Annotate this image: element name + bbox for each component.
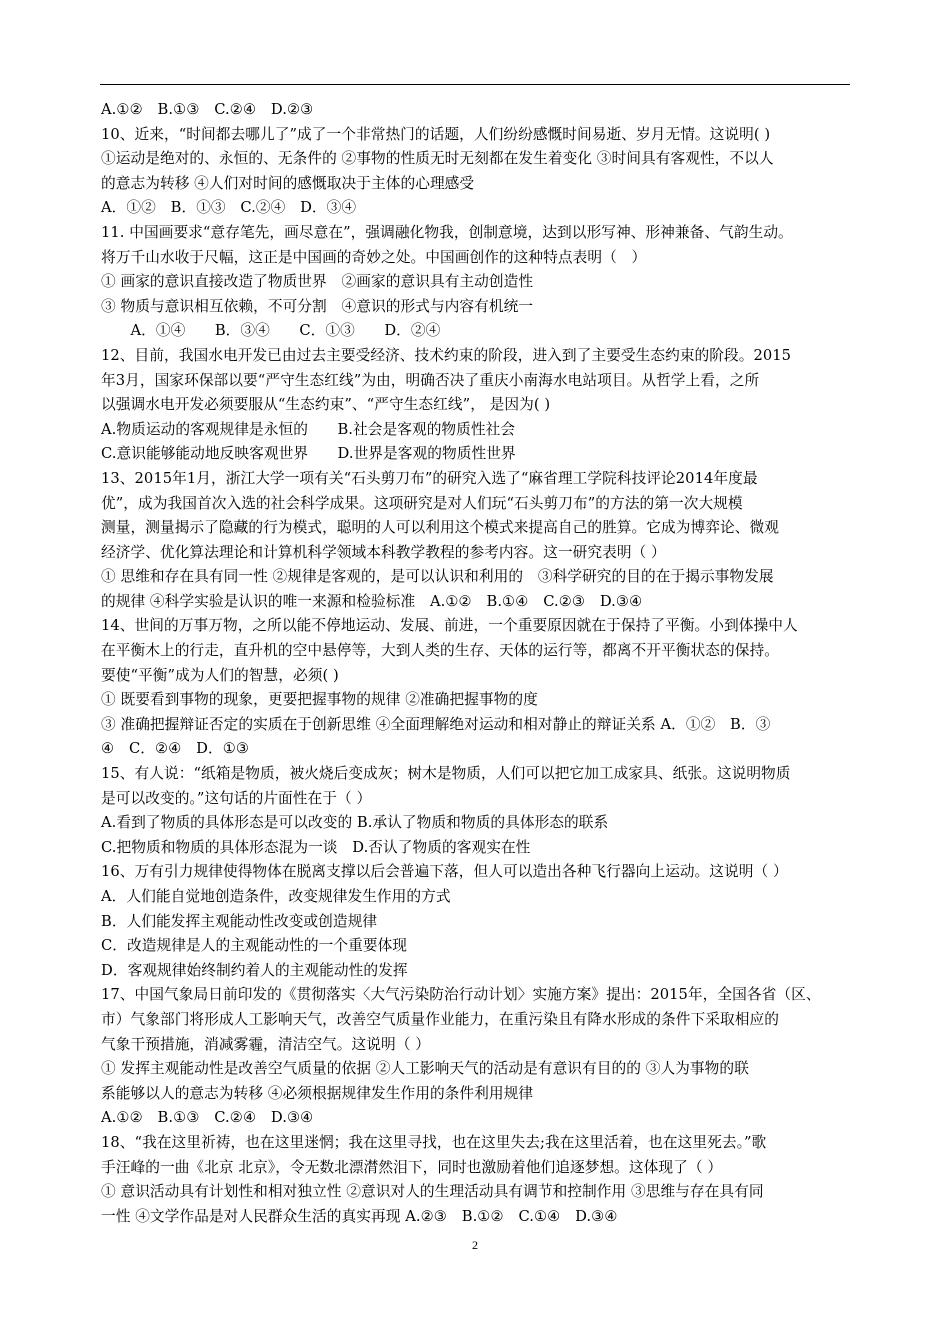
text-line: 以强调水电开发必须要服从“生态约束”、“严守生态红线”， 是因为( ): [101, 396, 551, 414]
header-rule: [100, 84, 850, 85]
text-line: 18、“我在这里祈祷，也在这里迷惘；我在这里寻找，也在这里失去;我在这里活着，也在这里死去。”歌: [101, 1133, 767, 1151]
text-line: D．客观规律始终制约着人的主观能动性的发挥: [101, 961, 408, 979]
text-line: 气象干预措施，消减雾霾，清洁空气。这说明（ ）: [101, 1035, 430, 1053]
text-line: A.①② B.①③ C.②④ D.②③: [101, 101, 314, 118]
text-line: ④ C．②④ D．①③: [101, 740, 250, 758]
text-line: C．改造规律是人的主观能动性的一个重要体现: [101, 937, 408, 955]
document-body: [101, 98, 853, 1229]
text-line: A.看到了物质的具体形态是可以改变的 B.承认了物质和物质的具体形态的联系: [101, 814, 609, 832]
text-line: 手汪峰的一曲《北京 北京》，令无数北漂潸然泪下，同时也激励着他们追逐梦想。这体现了（ ）: [101, 1158, 723, 1176]
text-line: C.把物质和物质的具体形态混为一谈 D.否认了物质的客观实在性: [101, 838, 531, 856]
text-line: 11. 中国画要求“意存笔先，画尽意在”，强调融化物我，创制意境，达到以形写神、形神兼备、气韵生动。: [101, 223, 793, 241]
text-line: A.物质运动的客观规律是永恒的 B.社会是客观的物质性社会: [101, 420, 516, 438]
text-line: 经济学、优化算法理论和计算机科学领域本科教学教程的参考内容。这一研究表明（ ）: [101, 543, 666, 561]
text-line: ① 意识活动具有计划性和相对独立性 ②意识对人的生理活动具有调节和控制作用 ③思维与存在具有同: [101, 1183, 764, 1201]
text-line: 12、目前，我国水电开发已由过去主要受经济、技术约束的阶段，进入到了主要受生态约束的阶段。2015: [101, 346, 792, 364]
text-line: 一性 ④文学作品是对人民群众生活的真实再现 A.②③ B.①② C.①④ D.③④: [101, 1207, 618, 1225]
text-line: 14、世间的万事万物，之所以能不停地运动、发展、前进，一个重要原因就在于保持了平衡。小到体操中人: [101, 617, 798, 635]
text-line: 年3月，国家环保部以要“严守生态红线”为由，明确否决了重庆小南海水电站项目。从哲学上看，之所: [101, 371, 760, 389]
text-line: 17、中国气象局日前印发的《贯彻落实〈大气污染防治行动计划〉实施方案》提出：2015年，全国各省（区、: [101, 986, 821, 1004]
text-line: 要使“平衡”成为人们的智慧，必须( ): [101, 666, 339, 684]
text-line: 测量，测量揭示了隐藏的行为模式，聪明的人可以利用这个模式来提高自己的胜算。它成为博弈论、微观: [101, 519, 779, 537]
text-line: 优”，成为我国首次入选的社会科学成果。这项研究是对人们玩“石头剪刀布”的方法的第一次大规模: [101, 494, 743, 512]
text-line: 将万千山水收于尺幅，这正是中国画的奇妙之处。中国画创作的这种特点表明（ ）: [101, 248, 647, 266]
text-line: ③ 准确把握辩证否定的实质在于创新思维 ④全面理解绝对运动和相对静止的辩证关系 A．①② B．③: [101, 715, 771, 733]
text-line: ①运动是绝对的、永恒的、无条件的 ②事物的性质无时无刻都在发生着变化 ③时间具有客观性，不以人: [101, 150, 774, 168]
text-line: ① 画家的意识直接改造了物质世界 ②画家的意识具有主动创造性: [101, 273, 534, 291]
text-line: ① 发挥主观能动性是改善空气质量的依据 ②人工影响天气的活动是有意识有目的的 ③人为事物的联: [101, 1060, 749, 1078]
text-line: 15、有人说：“纸箱是物质，被火烧后变成灰；树木是物质，人们可以把它加工成家具、纸张。这说明物质: [101, 765, 791, 783]
text-line: C.意识能够能动地反映客观世界 D.世界是客观的物质性世界: [101, 445, 516, 463]
text-line: A.①② B.①③ C.②④ D.③④: [101, 1109, 314, 1127]
text-line: 13、2015年1月，浙江大学一项有关“石头剪刀布”的研究入选了“麻省理工学院科技评论2014年度最: [101, 469, 758, 487]
text-line: A．①② B．①③ C.②④ D．③④: [101, 199, 357, 217]
text-line: A．人们能自觉地创造条件，改变规律发生作用的方式: [101, 888, 451, 905]
text-line: 系能够以人的意志为转移 ④必须根据规律发生作用的条件利用规律: [101, 1084, 534, 1102]
text-line: 的意志为转移 ④人们对时间的感慨取决于主体的心理感受: [101, 174, 475, 192]
text-line: A．①④ B．③④ C．①③ D．②④: [101, 322, 441, 340]
text-line: 是可以改变的。”这句话的片面性在于（ ）: [101, 789, 372, 807]
text-line: B．人们能发挥主观能动性改变或创造规律: [101, 912, 378, 930]
text-line: ③ 物质与意识相互依赖，不可分割 ④意识的形式与内容有机统一: [101, 297, 534, 315]
text-line: 10、近来，“时间都去哪儿了”成了一个非常热门的话题，人们纷纷感慨时间易逝、岁月无情。这说明( ): [101, 125, 771, 143]
text-line: ① 既要看到事物的现象，更要把握事物的规律 ②准确把握事物的度: [101, 691, 538, 709]
text-line: 的规律 ④科学实验是认识的唯一来源和检验标准 A.①② B.①④ C.②③ D.③④: [101, 592, 643, 610]
text-line: ① 思维和存在具有同一性 ②规律是客观的，是可以认识和利用的 ③科学研究的目的在于揭示事物发展: [101, 568, 774, 586]
text-line: 市）气象部门将形成人工影响天气，改善空气质量作业能力，在重污染且有降水形成的条件下采取相应的: [101, 1010, 779, 1028]
text-line: 16、万有引力规律使得物体在脱离支撑以后会普遍下落，但人可以造出各种飞行器向上运动。这说明（ ）: [101, 863, 788, 881]
text-line: 在平衡木上的行走，直升机的空中悬停等，大到人类的生存、天体的运行等，都离不开平衡状态的保持。: [101, 642, 779, 660]
page-number: 2: [472, 1238, 478, 1252]
